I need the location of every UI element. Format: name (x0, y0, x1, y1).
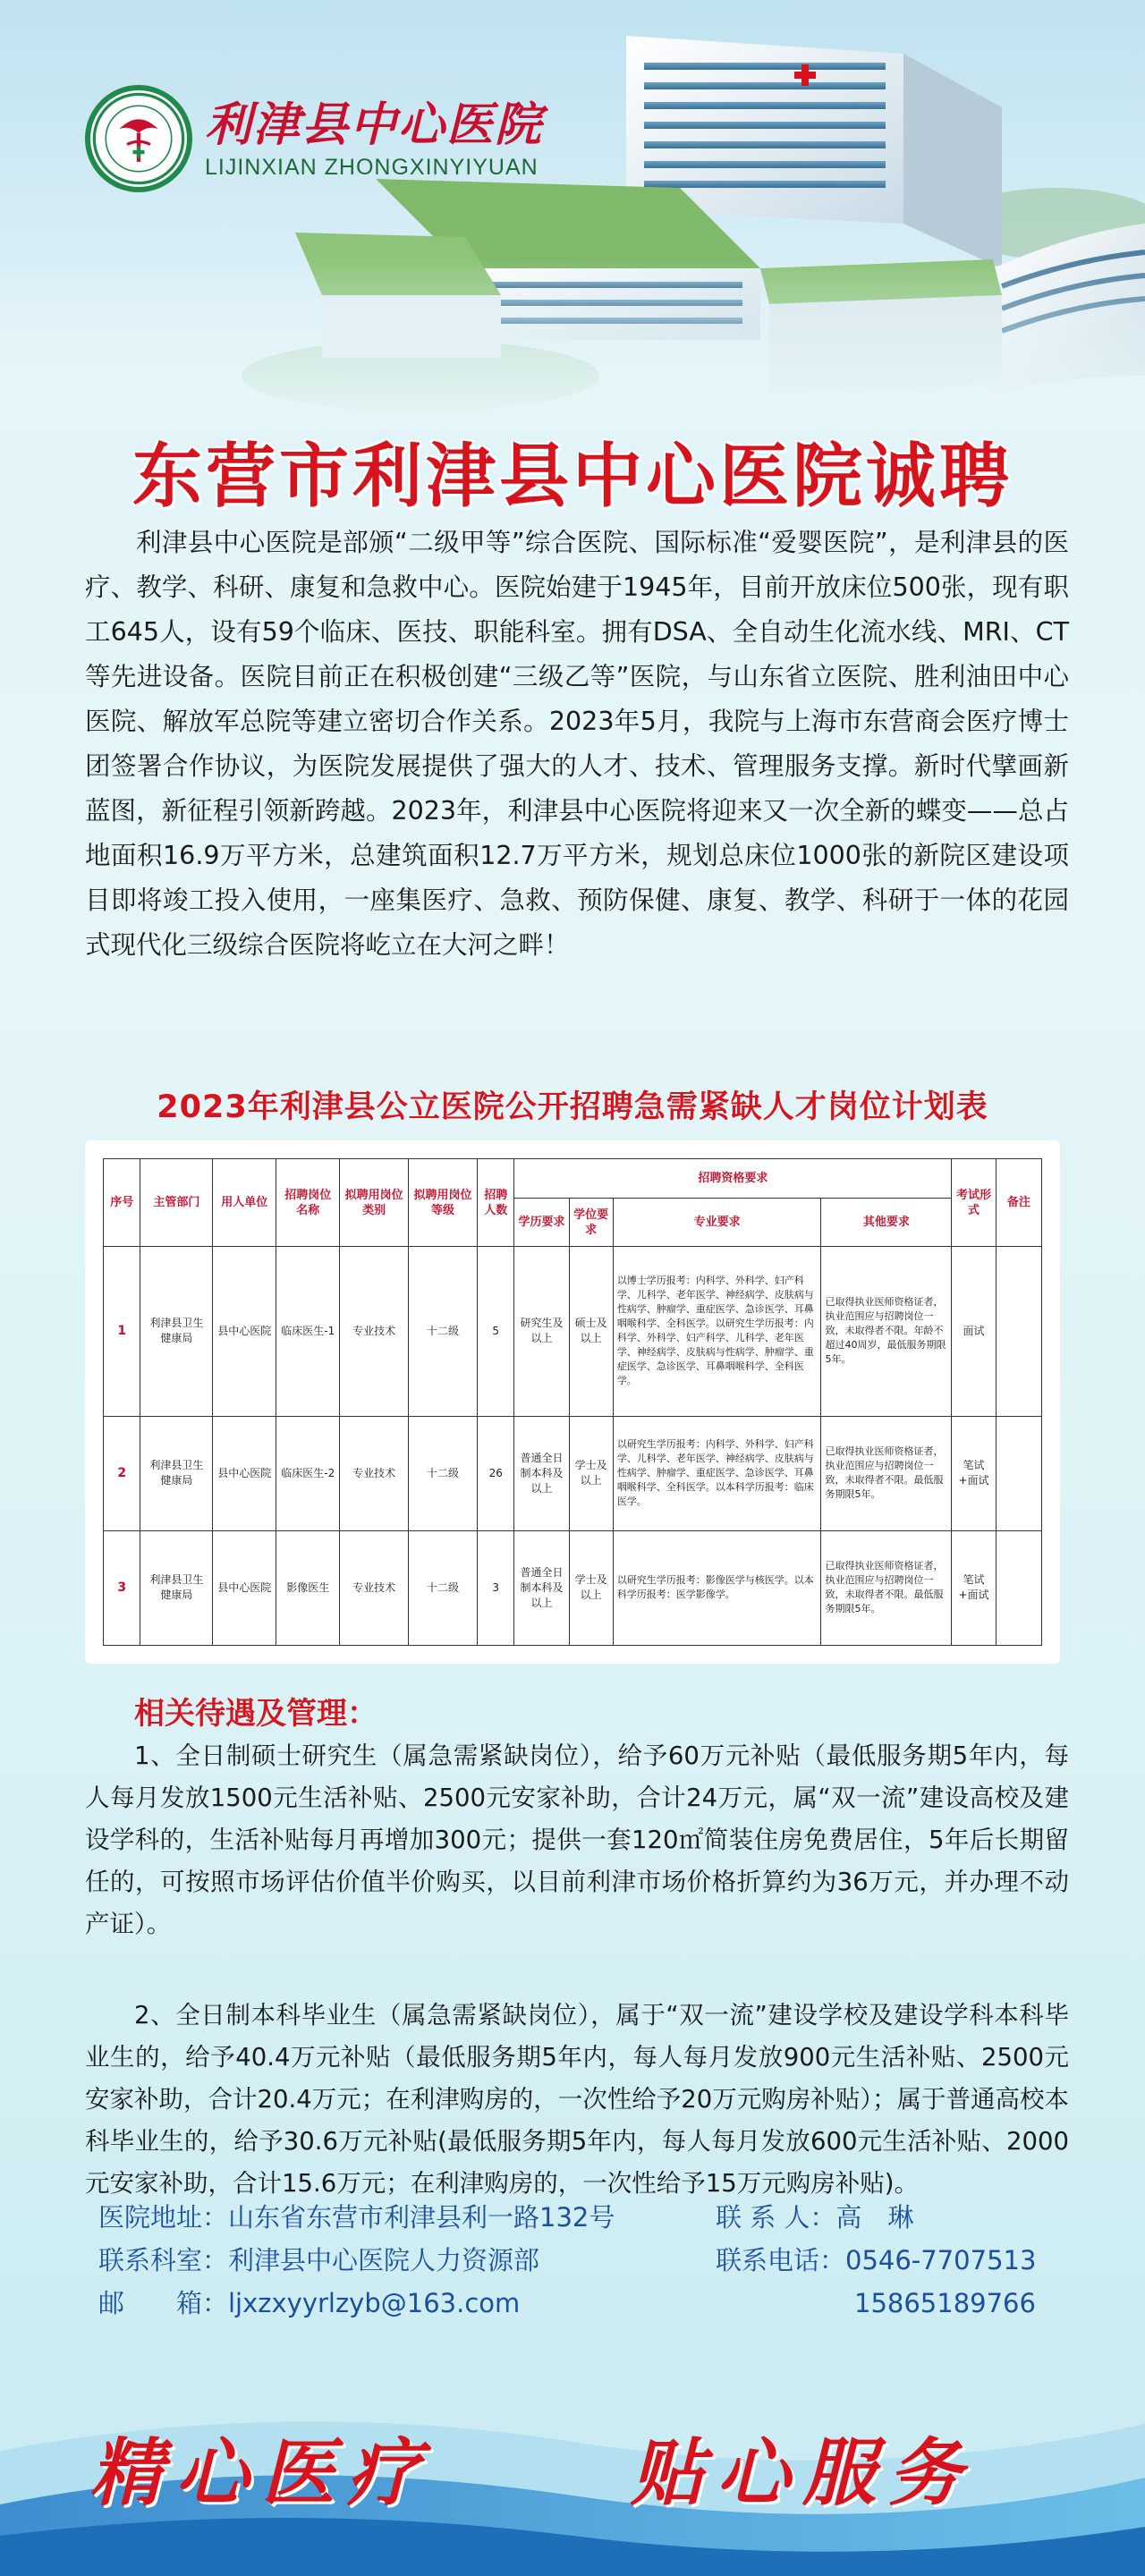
cell-post: 临床医生-2 (276, 1416, 340, 1530)
page-title: 东营市利津县中心医院诚聘 (131, 436, 1013, 517)
benefit-item: 2、全日制本科毕业生（属急需紧缺岗位），属于“双一流”建设学校及建设学科本科毕业生的，给予40.4万元补贴（最低服务期5年内，每人每月发放900元生活补贴、2500元安家补助，合计20.4万元；在利津购房的，一次性给予20万元购房补贴）；属于普通高校本科毕业生的，给予30.6万元补贴(最低服务期5年内，每人每月发放600元生活补贴、2000元安家补助，合计15.6万元；在利津购房的，一次性给予15万元购房补贴)。 (85, 2001, 1069, 2198)
contact-address: 医院地址：山东省东营市利津县利一路132号 (98, 2202, 615, 2233)
cell-post: 影像医生 (276, 1530, 340, 1645)
slogan-right: 贴心服务 (631, 2430, 974, 2516)
recruitment-plan-table (103, 1158, 1042, 1646)
hero-banner (0, 0, 1145, 429)
cell-exam: 笔试+面试 (952, 1530, 996, 1645)
cell-unit: 县中心医院 (213, 1416, 276, 1530)
cell-unit: 县中心医院 (213, 1247, 276, 1417)
header-qualification: 招聘资格要求 (514, 1159, 952, 1199)
cell-level: 十二级 (409, 1530, 478, 1645)
hospital-emblem-icon (85, 85, 192, 192)
cell-seq: 1 (104, 1247, 140, 1417)
cell-count: 26 (478, 1416, 514, 1530)
table-row (104, 1530, 1042, 1645)
cell-degree: 学士及以上 (569, 1530, 613, 1645)
cell-dept: 利津县卫生健康局 (140, 1530, 213, 1645)
cell-other: 已取得执业医师资格证者，执业范围应与招聘岗位一致，未取得者不限。最低服务期限5年。 (821, 1416, 952, 1530)
header-dept: 主管部门 (140, 1159, 213, 1247)
header-other: 其他要求 (821, 1199, 952, 1247)
hospital-building-illustration (0, 0, 1145, 429)
cell-exam: 面试 (952, 1247, 996, 1417)
cell-count: 5 (478, 1247, 514, 1417)
header-count: 招聘人数 (478, 1159, 514, 1247)
cell-note (996, 1530, 1041, 1645)
contact-person: 联 系 人：高 琳 (716, 2202, 914, 2233)
cell-seq: 3 (104, 1530, 140, 1645)
hospital-name-cn: 利津县中心医院 (205, 97, 544, 152)
cell-dept: 利津县卫生健康局 (140, 1247, 213, 1417)
benefit-item: 1、全日制硕士研究生（属急需紧缺岗位），给予60万元补贴（最低服务期5年内，每人每月发放1500元生活补贴、2500元安家补助，合计24万元，属“双一流”建设高校及建设学科的，生活补贴每月再增加300元；提供一套120㎡简装住房免费居住，5年后长期留任的，可按照市场评估价值半价购买，以目前利津市场价格折算约为36万元，并办理不动产证）。 (85, 1741, 1069, 1938)
header-note: 备注 (996, 1159, 1041, 1247)
contact-email[interactable]: 邮 箱：ljxzxyyrlzyb@163.com (98, 2288, 521, 2318)
hospital-intro: 利津县中心医院是部颁“二级甲等”综合医院、国际标准“爱婴医院”，是利津县的医疗、教学、科研、康复和急救中心。医院始建于1945年，目前开放床位500张，现有职工645人，设有59个临床、医技、职能科室。拥有DSA、全自动生化流水线、MRI、CT等先进设备。医院目前正在积极创建“三级乙等”医院，与山东省立医院、胜利油田中心医院、解放军总院等建立密切合作关系。2023年5月，我院与上海市东营商会医疗博士团签署合作协议，为医院发展提供了强大的人才、技术、管理服务支撑。新时代擘画新蓝图，新征程引领新跨越。2023年，利津县中心医院将迎来又一次全新的蝶变——总占地面积16.9万平方米，总建筑面积12.7万平方米，规划总床位1000张的新院区建设项目即将竣工投入使用，一座集医疗、急救、预防保健、康复、教学、科研于一体的花园式现代化三级综合医院将屹立在大河之畔！ (85, 528, 1069, 960)
header-category: 拟聘用岗位类别 (340, 1159, 409, 1247)
cell-other: 已取得执业医师资格证者，执业范围应与招聘岗位一致，未取得者不限。年龄不超过40周岁，最低服务期限5年。 (821, 1247, 952, 1417)
hospital-logo (85, 85, 543, 192)
cell-count: 3 (478, 1530, 514, 1645)
recruitment-table-card (85, 1140, 1060, 1664)
cell-dept: 利津县卫生健康局 (140, 1416, 213, 1530)
cell-level: 十二级 (409, 1416, 478, 1530)
header-major: 专业要求 (613, 1199, 821, 1247)
header-education: 学历要求 (514, 1199, 569, 1247)
cell-degree: 硕士及以上 (569, 1247, 613, 1417)
slogan-left: 精心医疗 (89, 2430, 433, 2516)
header-level: 拟聘用岗位等级 (409, 1159, 478, 1247)
cell-major: 以研究生学历报考：影像医学与核医学。以本科学历报考：医学影像学。 (613, 1530, 821, 1645)
header-exam: 考试形式 (952, 1159, 996, 1247)
cell-education: 普通全日制本科及以上 (514, 1416, 569, 1530)
contact-mobile[interactable]: 15865189766 (854, 2288, 1036, 2318)
cell-note (996, 1247, 1041, 1417)
cell-category: 专业技术 (340, 1416, 409, 1530)
header-seq: 序号 (104, 1159, 140, 1247)
cell-major: 以研究生学历报考：内科学、外科学、妇产科学、儿科学、老年医学、神经病学、皮肤病与性病学、肿瘤学、重症医学、急诊医学、耳鼻咽喉科学、全科医学。以本科学历报考：临床医学。 (613, 1416, 821, 1530)
contact-info (98, 2196, 1082, 2325)
cell-education: 研究生及以上 (514, 1247, 569, 1417)
cell-level: 十二级 (409, 1247, 478, 1417)
table-row (104, 1416, 1042, 1530)
hospital-name-en: LIJINXIAN ZHONGXINYIYUAN (205, 155, 539, 180)
cell-major: 以博士学历报考：内科学、外科学、妇产科学、儿科学、老年医学、神经病学、皮肤病与性病学、肿瘤学、重症医学、急诊医学、耳鼻咽喉科学、全科医学。以研究生学历报考：内科学、外科学、妇产科学、儿科学、老年医学、神经病学、皮肤病与性病学、肿瘤学、重症医学、急诊医学、耳鼻咽喉科学、全科医学。 (613, 1247, 821, 1417)
cell-degree: 学士及以上 (569, 1416, 613, 1530)
table-row (104, 1247, 1042, 1417)
cell-note (996, 1416, 1041, 1530)
contact-phone[interactable]: 联系电话：0546-7707513 (716, 2245, 1037, 2275)
cell-category: 专业技术 (340, 1530, 409, 1645)
cell-unit: 县中心医院 (213, 1530, 276, 1645)
cell-post: 临床医生-1 (276, 1247, 340, 1417)
header-unit: 用人单位 (213, 1159, 276, 1247)
cell-seq: 2 (104, 1416, 140, 1530)
cell-exam: 笔试+面试 (952, 1416, 996, 1530)
header-degree: 学位要求 (569, 1199, 613, 1247)
benefits-title: 相关待遇及管理： (134, 1696, 377, 1732)
contact-department: 联系科室：利津县中心医院人力资源部 (98, 2245, 540, 2275)
header-post: 招聘岗位名称 (276, 1159, 340, 1247)
cell-education: 普通全日制本科及以上 (514, 1530, 569, 1645)
cell-other: 已取得执业医师资格证者，执业范围应与招聘岗位一致，未取得者不限。最低服务期限5年。 (821, 1530, 952, 1645)
cell-category: 专业技术 (340, 1247, 409, 1417)
table-title: 2023年利津县公立医院公开招聘急需紧缺人才岗位计划表 (157, 1089, 988, 1125)
